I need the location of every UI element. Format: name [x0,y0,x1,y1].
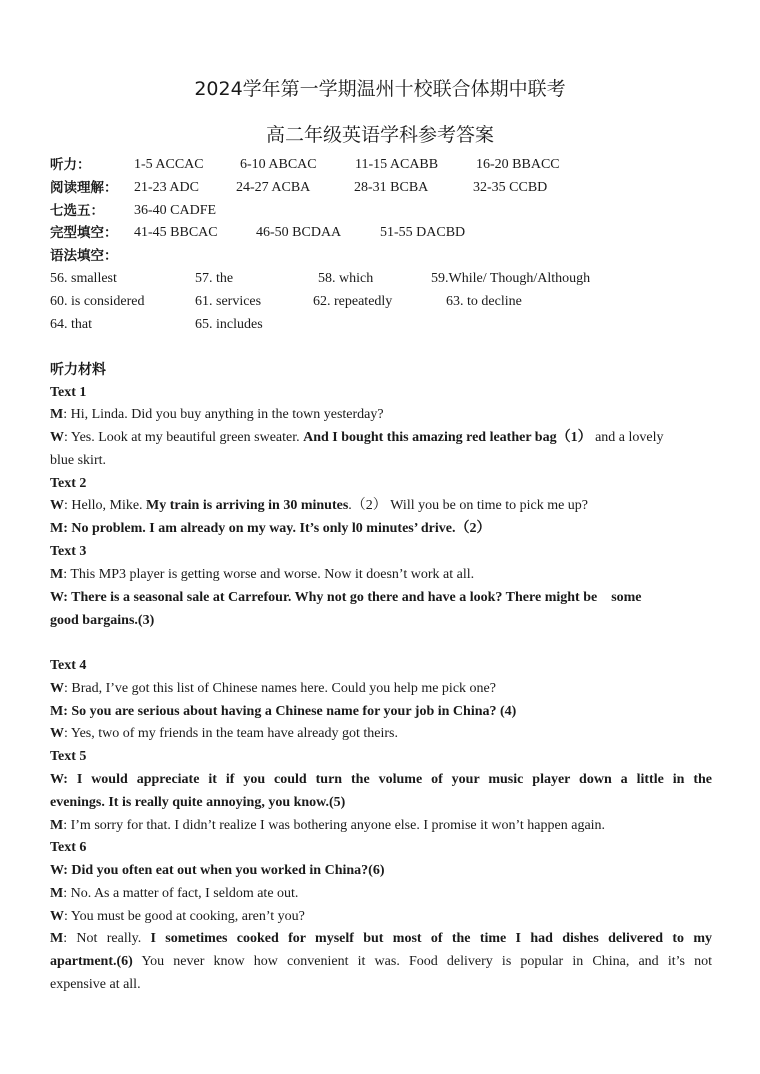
dialogue-line [50,928,712,950]
dialogue-line-cont [50,951,712,973]
answer-group: 16-20 BBACC [476,157,560,172]
text-title: Text 2 [50,476,87,491]
text-title: Text 3 [50,544,87,559]
speaker: W [50,863,64,878]
answer-highlight: : Did you often eat out when you worked in China?(6) [63,863,385,878]
dialogue-line [50,723,712,745]
speaker: M [50,407,64,422]
speaker: M [50,931,64,946]
speaker: W [50,430,64,445]
text-title: Text 5 [50,749,87,764]
answer-group: 32-35 CCBD [473,180,548,195]
answer-group: 11-15 ACABB [355,157,439,172]
text-title: Text 1 [50,385,87,400]
grammar-answer: 65. includes [195,317,263,332]
dialogue-line [50,564,712,586]
grammar-answer: 58. which [318,271,374,286]
dialogue-line [50,427,712,449]
text-title: Text 4 [50,658,87,673]
answer-highlight: : No problem. I am already on my way. It’s only l0 minutes’ drive.（2） [63,521,491,536]
grammar-answer: 62. repeatedly [313,294,393,309]
seven-choice-label: 七选五： [50,203,104,219]
grammar-answer: 59.While/ Though/Although [431,271,591,286]
answer-highlight: : I would appreciate it if you could turn the volume of your music player down a little in the [63,772,712,787]
answer-highlight: My train is arriving in 30 minutes [146,498,349,513]
dialogue-line [50,495,712,517]
line-text: : Yes, two of my friends in the team have already got theirs. [64,726,398,741]
answer-group: 46-50 BCDAA [256,225,342,240]
answer-group: 6-10 ABCAC [240,157,317,172]
line-text: : Brad, I’ve got this list of Chinese names here. Could you help me pick one? [64,681,496,696]
answer-group: 1-5 ACCAC [134,157,204,172]
line-text: : Hi, Linda. Did you buy anything in the town yesterday? [63,407,384,422]
grammar-answer: 64. that [50,317,92,332]
document-subtitle: 高二年级英语学科参考答案 [265,124,494,146]
speaker: M [50,818,64,833]
grammar-label: 语法填空： [50,248,118,264]
answer-highlight: evenings. It is really quite annoying, you know.(5) [50,795,346,810]
grammar-answer: 63. to decline [446,294,522,309]
materials-heading: 听力材料 [50,362,106,378]
line-text: .（2） Will you be on time to pick me up? [348,498,589,513]
cloze-label: 完型填空： [50,225,118,241]
answer-highlight: good bargains.(3) [50,613,155,628]
speaker: W [50,909,64,924]
speaker: M [50,704,64,719]
answer-highlight: I sometimes cooked for myself but most of the time I had dishes delivered to my [150,931,712,946]
line-text: : Yes. Look at my beautiful green sweater. [64,430,304,445]
line-text: You never know how convenient it was. Food delivery is popular in China, and it’s not [132,954,712,969]
dialogue-line [50,860,712,882]
line-text: : I’m sorry for that. I didn’t realize I was bothering anyone else. I promise it won’t happen again. [63,818,606,833]
dialogue-line [50,906,712,928]
speaker: W [50,498,64,513]
dialogue-line-cont: blue skirt. [50,453,106,468]
speaker: W [50,726,64,741]
dialogue-line [50,587,712,609]
speaker: W [50,681,64,696]
grammar-answer: 56. smallest [50,271,117,286]
reading-label: 阅读理解： [50,180,118,196]
answer-highlight: : So you are serious about having a Chinese name for your job in China? (4) [63,704,517,719]
line-text: : No. As a matter of fact, I seldom ate out. [63,886,299,901]
answer-group: 41-45 BBCAC [134,225,218,240]
dialogue-line [50,518,712,540]
speaker: M [50,521,64,536]
dialogue-line [50,769,712,791]
line-text: : This MP3 player is getting worse and worse. Now it doesn’t work at all. [63,567,475,582]
answer-highlight: : There is a seasonal sale at Carrefour. Why not go there and have a look? There might be some [63,590,642,605]
dialogue-line [50,701,712,723]
document-title: 2024学年第一学期温州十校联合体期中联考 [194,78,566,100]
answer-group: 28-31 BCBA [354,180,429,195]
dialogue-line [50,815,712,837]
grammar-answer: 61. services [195,294,262,309]
answer-group: 21-23 ADC [134,180,199,195]
dialogue-line [50,883,712,905]
speaker: W [50,772,64,787]
answer-highlight: And I bought this amazing red leather bag（1） [303,430,592,445]
text-title: Text 6 [50,840,87,855]
answer-highlight: apartment.(6) [50,954,133,969]
grammar-answer: 57. the [195,271,234,286]
answer-group: 24-27 ACBA [236,180,311,195]
listening-label: 听力： [50,157,91,173]
speaker: M [50,886,64,901]
line-text: : Hello, Mike. [64,498,147,513]
dialogue-line [50,404,712,426]
line-text: : Not really. [63,931,151,946]
speaker: W [50,590,64,605]
dialogue-line-cont: expensive at all. [50,977,141,992]
grammar-answer: 60. is considered [50,294,145,309]
answer-group: 36-40 CADFE [134,203,217,218]
answer-group: 51-55 DACBD [380,225,466,240]
dialogue-line [50,678,712,700]
line-text: : You must be good at cooking, aren’t you? [64,909,305,924]
speaker: M [50,567,64,582]
line-text: and a lovely [591,430,664,445]
